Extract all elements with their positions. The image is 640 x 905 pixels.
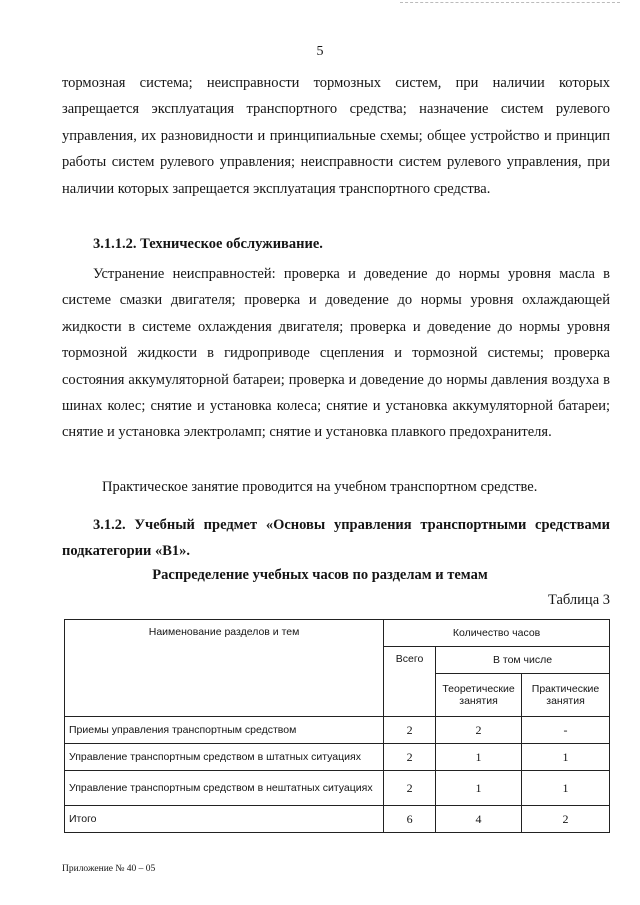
row-practice: 1 (522, 771, 610, 806)
row-theory: 1 (436, 744, 522, 771)
total-practice: 2 (522, 806, 610, 833)
footer-appendix: Приложение № 40 – 05 (62, 864, 156, 874)
total-label: Итого (65, 806, 384, 833)
paragraph-troubleshooting: Устранение неисправностей: проверка и доведение до нормы уровня масла в системе смазки двигателя; проверка и доведение до нормы уровня охлаждающей жидкости в системе охлаждения двигателя; проверка и доведение до нормы уровня тормозной жидкости в гидроприводе сцепления и тормозной системы; проверка состояния аккумуляторной батареи; проверка и доведение до нормы давления воздуха в шинах колес; снятие и установка колеса; снятие и установка аккумуляторной батареи; снятие и установка электроламп; снятие и установка плавкого предохранителя. (62, 266, 610, 441)
row-theory: 1 (436, 771, 522, 806)
table-row (65, 744, 610, 771)
page-number: 5 (316, 44, 324, 59)
row-total: 2 (384, 744, 436, 771)
row-total: 2 (384, 771, 436, 806)
table-title: Распределение учебных часов по разделам и темам (152, 567, 488, 583)
row-topic-name: Управление транспортным средством в нештатных ситуациях (65, 771, 384, 806)
total-hours: 6 (384, 806, 436, 833)
scan-edge-line (400, 2, 620, 3)
table-caption: Таблица 3 (547, 592, 610, 608)
row-theory: 2 (436, 717, 522, 744)
header-topic-name: Наименование разделов и тем (65, 620, 384, 717)
table-header-row (65, 620, 610, 647)
hours-table (64, 619, 610, 833)
heading-maintenance: 3.1.1.2. Техническое обслуживание. (93, 236, 323, 252)
table-total-row (65, 806, 610, 833)
header-total: Всего (384, 647, 436, 717)
total-theory: 4 (436, 806, 522, 833)
header-practice: Практические занятия (522, 674, 610, 717)
row-topic-name: Управление транспортным средством в штатных ситуациях (65, 744, 384, 771)
paragraph-brakes-steering: тормозная система; неисправности тормозных систем, при наличии которых запрещается эксплуатация транспортного средства; назначение систем рулевого управления, их разновидности и принципиальные схемы; общее устройство и принцип работы систем рулевого управления; неисправности систем рулевого управления, при наличии которых запрещается эксплуатация транспортного средства. (62, 75, 610, 197)
row-total: 2 (384, 717, 436, 744)
heading-subject-b1: 3.1.2. Учебный предмет «Основы управления транспортными средствами подкатегории «В1». (62, 517, 610, 560)
row-practice: 1 (522, 744, 610, 771)
header-including: В том числе (436, 647, 610, 674)
header-theory: Теоретические занятия (436, 674, 522, 717)
table-row (65, 771, 610, 806)
row-topic-name: Приемы управления транспортным средством (65, 717, 384, 744)
paragraph-practical-lesson: Практическое занятие проводится на учебном транспортном средстве. (102, 479, 538, 495)
row-practice: - (522, 717, 610, 744)
table-row (65, 717, 610, 744)
header-hours-count: Количество часов (384, 620, 610, 647)
